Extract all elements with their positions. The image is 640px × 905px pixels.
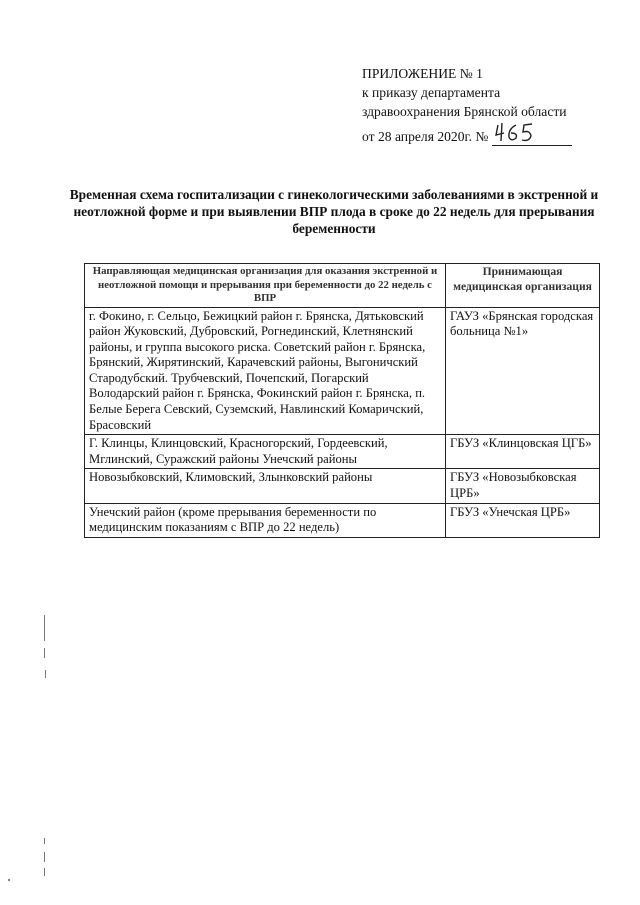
- scan-margin-mark: [44, 648, 45, 658]
- table-row: [85, 307, 600, 435]
- table-row: [85, 469, 600, 503]
- table-header-row: [85, 264, 600, 308]
- scan-margin-mark: [44, 852, 45, 862]
- table-row: [85, 503, 600, 537]
- scan-margin-mark: [44, 838, 45, 844]
- scan-margin-mark: [45, 670, 46, 678]
- referring-cell: Унечский район (кроме прерывания беременности по медицинским показаниям с ВПР до 22 недель): [85, 503, 446, 537]
- receiving-cell: ГБУЗ «Новозыбковская ЦРБ»: [446, 469, 600, 503]
- appendix-line-1: к приказу департамента: [362, 85, 501, 100]
- handwritten-order-number: [494, 121, 554, 145]
- receiving-cell: ГАУЗ «Брянская городская больница №1»: [446, 307, 600, 435]
- order-date-line: [362, 127, 622, 146]
- appendix-block: [362, 64, 622, 146]
- scan-dot: [8, 879, 10, 881]
- referring-cell: г. Фокино, г. Сельцо, Бежицкий район г. Брянска, Дятьковский район Жуковский, Дубровский, Рогнединский, Клетнянский районы, и группа высокого риска. Советский район г. Брянска, Брянский, Жирятинский, Карачевский районы, Выгоничский Стародубский. Трубчевский, Почепский, Погарский Володарский район г. Брянска, Фокинский район г. Брянска, п. Белые Берега Севский, Суземский, Навлинский Комаричский, Брасовский: [85, 307, 446, 435]
- scan-margin-mark: [44, 615, 45, 641]
- receiving-cell: ГБУЗ «Клинцовская ЦГБ»: [446, 435, 600, 469]
- header-receiving: Принимающая медицинская организация: [446, 264, 600, 308]
- hospitalization-table: [84, 263, 600, 538]
- order-date-text: от 28 апреля 2020г. №: [362, 129, 489, 144]
- appendix-line-2: здравоохранения Брянской области: [362, 104, 567, 119]
- order-number-field: [492, 129, 572, 146]
- document-title: Временная схема госпитализации с гинекологическими заболеваниями в экстренной и неотложной форме и при выявлении ВПР плода в сроке до 22 недель для прерывания беременности: [69, 187, 599, 236]
- table-row: [85, 435, 600, 469]
- referring-cell: Г. Клинцы, Клинцовский, Красногорский, Гордеевский, Мглинский, Суражский районы Унечский районы: [85, 435, 446, 469]
- appendix-heading: ПРИЛОЖЕНИЕ № 1: [362, 66, 483, 81]
- scan-margin-mark: [44, 868, 45, 876]
- header-referring: Направляющая медицинская организация для оказания экстренной и неотложной помощи и прерывания при беременности до 22 недель с ВПР: [85, 264, 446, 308]
- referring-cell: Новозыбковский, Климовский, Злынковский районы: [85, 469, 446, 503]
- receiving-cell: ГБУЗ «Унечская ЦРБ»: [446, 503, 600, 537]
